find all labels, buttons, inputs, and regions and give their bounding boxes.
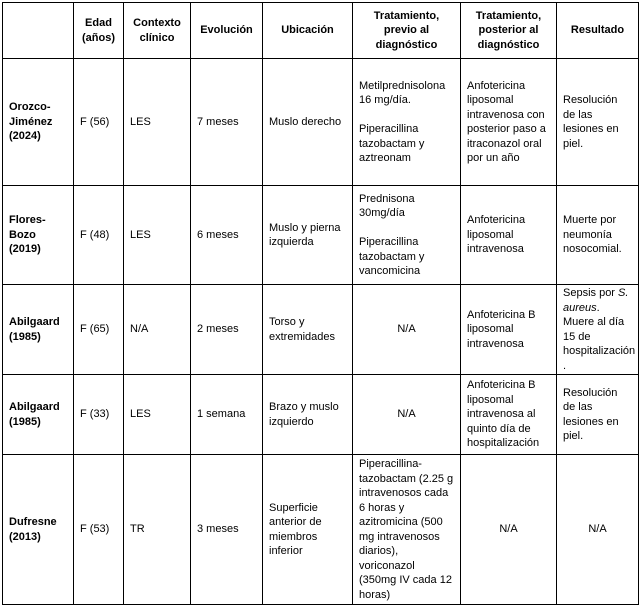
cell-evolucion: 2 meses [191, 285, 263, 375]
header-edad: Edad (años) [74, 3, 124, 59]
cell-edad: F (48) [74, 186, 124, 285]
cell-resultado [557, 285, 639, 375]
header-empty [3, 3, 74, 59]
cell-resultado: Resolución de las lesiones en piel. [557, 59, 639, 186]
cell-evolucion: 7 meses [191, 59, 263, 186]
cell-contexto: LES [124, 186, 191, 285]
paragraph: Piperacillina tazobactam y aztreonam [359, 123, 425, 164]
table-row [3, 59, 639, 186]
cell-ubicacion: Muslo y pierna izquierda [263, 186, 353, 285]
cell-tratamiento-posterior: Anfotericina B liposomal intravenosa [461, 285, 557, 375]
cell-evolucion: 3 meses [191, 455, 263, 605]
cell-tratamiento-previo: N/A [353, 285, 461, 375]
header-resultado: Resultado [557, 3, 639, 59]
cell-resultado: N/A [557, 455, 639, 605]
cell-edad: F (33) [74, 375, 124, 455]
resultado-text: . Muere al día 15 de hospitalización . [563, 301, 636, 372]
case-table [2, 2, 639, 605]
cell-evolucion: 1 semana [191, 375, 263, 455]
paragraph: Prednisona 30mg/día [359, 192, 415, 219]
table-row [3, 186, 639, 285]
cell-autor: Dufresne (2013) [3, 455, 74, 605]
cell-contexto: LES [124, 59, 191, 186]
cell-ubicacion: Brazo y muslo izquierdo [263, 375, 353, 455]
header-ubicacion: Ubicación [263, 3, 353, 59]
cell-ubicacion: Muslo derecho [263, 59, 353, 186]
paragraph: Piperacillina tazobactam y vancomicina [359, 236, 425, 277]
cell-resultado: Resolución de las lesiones en piel. [557, 375, 639, 455]
paragraph: Metilprednisolona 16 mg/día. [359, 79, 446, 106]
header-tratamiento-posterior: Tratamiento, posterior al diagnóstico [461, 3, 557, 59]
header-evolucion: Evolución [191, 3, 263, 59]
cell-ubicacion: Superficie anterior de miembros inferior [263, 455, 353, 605]
organism-name: S. aureus [563, 287, 629, 314]
resultado-text: Sepsis por [563, 287, 619, 299]
cell-autor: Orozco-Jiménez (2024) [3, 59, 74, 186]
cell-contexto: N/A [124, 285, 191, 375]
header-contexto: Contexto clínico [124, 3, 191, 59]
cell-edad: F (53) [74, 455, 124, 605]
cell-contexto: TR [124, 455, 191, 605]
cell-tratamiento-previo: Piperacillina-tazobactam (2.25 g intravenosos cada 6 horas y azitromicina (500 mg intravenosos diarios), voriconazol (350mg IV cada 12 horas) [353, 455, 461, 605]
header-row [3, 3, 639, 59]
cell-ubicacion: Torso y extremidades [263, 285, 353, 375]
cell-tratamiento-posterior: Anfotericina B liposomal intravenosa al quinto día de hospitalización [461, 375, 557, 455]
cell-tratamiento-previo: N/A [353, 375, 461, 455]
cell-tratamiento-posterior: N/A [461, 455, 557, 605]
table-row [3, 285, 639, 375]
cell-autor: Abilgaard (1985) [3, 375, 74, 455]
cell-evolucion: 6 meses [191, 186, 263, 285]
cell-tratamiento-previo [353, 186, 461, 285]
cell-tratamiento-posterior: Anfotericina liposomal intravenosa con posterior paso a itraconazol oral por un año [461, 59, 557, 186]
cell-edad: F (65) [74, 285, 124, 375]
table-row [3, 455, 639, 605]
cell-edad: F (56) [74, 59, 124, 186]
cell-tratamiento-posterior: Anfotericina liposomal intravenosa [461, 186, 557, 285]
cell-tratamiento-previo [353, 59, 461, 186]
cell-resultado: Muerte por neumonía nosocomial. [557, 186, 639, 285]
table-row [3, 375, 639, 455]
cell-autor: Abilgaard (1985) [3, 285, 74, 375]
header-tratamiento-previo: Tratamiento, previo al diagnóstico [353, 3, 461, 59]
cell-contexto: LES [124, 375, 191, 455]
cell-autor: Flores-Bozo (2019) [3, 186, 74, 285]
